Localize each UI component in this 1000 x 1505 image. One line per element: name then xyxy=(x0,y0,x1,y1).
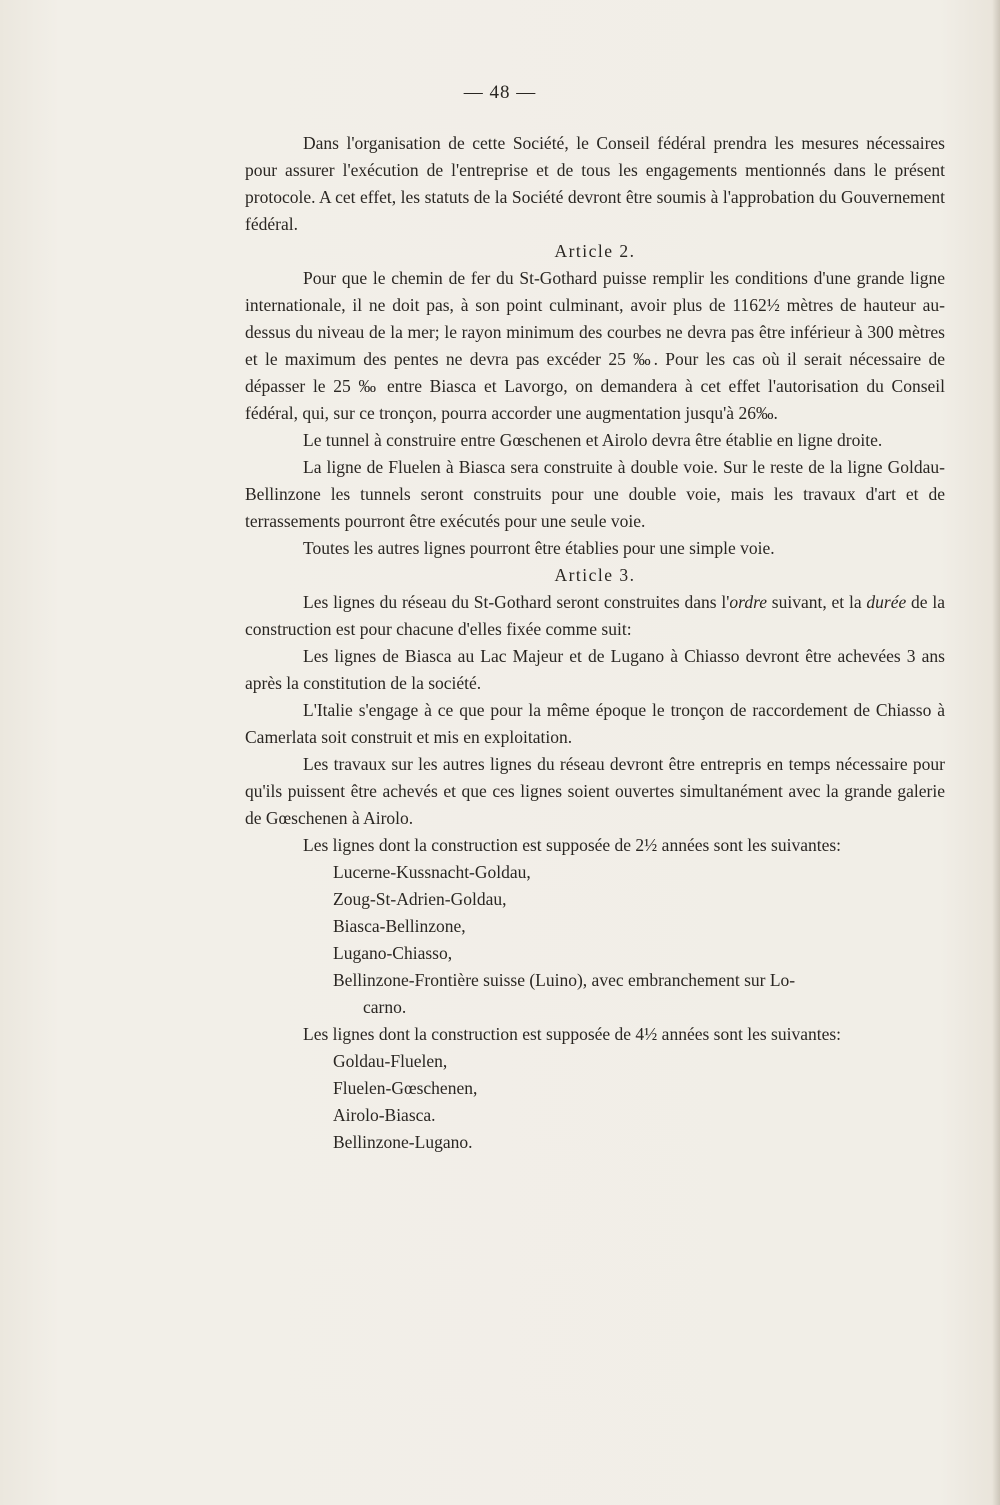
article-3-heading: Article 3. xyxy=(554,565,636,585)
list-item: Fluelen-Gœschenen, xyxy=(333,1078,478,1098)
paragraph: Les lignes de Biasca au Lac Majeur et de Lugano à Chiasso devront être achevées 3 ans après la constitution de la société. xyxy=(245,646,945,693)
body-text xyxy=(245,130,945,1156)
list-item-continuation: carno. xyxy=(363,997,407,1017)
paragraph: Le tunnel à construire entre Gœschenen et Airolo devra être établie en ligne droite. xyxy=(303,430,883,450)
paragraph: Les travaux sur les autres lignes du réseau devront être entrepris en temps nécessaire pour qu'ils puissent être achevés et que ces lignes soient ouvertes simultanément avec la grande galerie de Gœschenen à Airolo. xyxy=(245,754,945,828)
paragraph: La ligne de Fluelen à Biasca sera construite à double voie. Sur le reste de la ligne Goldau-Bellinzone les tunnels seront construits pour une double voie, mais les travaux d'art et de terrassements pourront être exécutés pour une seule voie. xyxy=(245,457,945,531)
text-run: suivant, et la xyxy=(767,592,867,612)
text-run: Les lignes du réseau du St-Gothard seront construites dans l' xyxy=(303,592,730,612)
paragraph: Les lignes dont la construction est supposée de 2½ années sont les suivantes: xyxy=(303,835,842,855)
article-2-heading: Article 2. xyxy=(554,241,636,261)
list-item: Bellinzone-Lugano. xyxy=(333,1132,473,1152)
page-number: — 48 — xyxy=(463,82,537,103)
italic-word-ordre: ordre xyxy=(729,592,767,612)
list-item-line: Bellinzone-Frontière suisse (Luino), avec embranchement sur Lo- xyxy=(333,970,796,990)
list-item: Airolo-Biasca. xyxy=(333,1105,436,1125)
list-item: Lugano-Chiasso, xyxy=(333,943,453,963)
paragraph: Toutes les autres lignes pourront être établies pour une simple voie. xyxy=(303,538,775,558)
line-list-4-5-years xyxy=(245,1048,945,1156)
paragraph: L'Italie s'engage à ce que pour la même époque le tronçon de raccordement de Chiasso à Camerlata soit construit et mis en exploitation. xyxy=(245,700,945,747)
paragraph: Dans l'organisation de cette Société, le Conseil fédéral prendra les mesures nécessaires pour assurer l'exécution de l'entreprise et de tous les engagements mentionnés dans le présent protocole. A cet effet, les statuts de la Société devront être soumis à l'approbation du Gouvernement fédéral. xyxy=(245,133,945,234)
list-item: Zoug-St-Adrien-Goldau, xyxy=(333,889,507,909)
list-item: Goldau-Fluelen, xyxy=(333,1051,448,1071)
line-list-2-5-years xyxy=(245,859,945,1021)
page-edge-shadow xyxy=(992,0,1000,1505)
text-run: de la construction est pour chacune d'elles fixée comme suit: xyxy=(245,592,945,639)
list-item: Lucerne-Kussnacht-Goldau, xyxy=(333,862,531,882)
list-item: Biasca-Bellinzone, xyxy=(333,916,466,936)
italic-word-duree: durée xyxy=(866,592,907,612)
paragraph: Pour que le chemin de fer du St-Gothard puisse remplir les conditions d'une grande ligne internationale, il ne doit pas, à son point culminant, avoir plus de 1162½ mètres de hauteur au-dessus du niveau de la mer; le rayon minimum des courbes ne devra pas être inférieur à 300 mètres et le maximum des pentes ne devra pas excéder 25 ‰. Pour les cas où il serait nécessaire de dépasser le 25 ‰ entre Biasca et Lavorgo, on demandera à cet effet l'autorisation du Conseil fédéral, qui, sur ce tronçon, pourra accorder une augmentation jusqu'à 26‰. xyxy=(245,268,945,423)
paragraph xyxy=(245,589,945,643)
list-item xyxy=(245,967,945,1021)
paragraph: Les lignes dont la construction est supposée de 4½ années sont les suivantes: xyxy=(303,1024,842,1044)
